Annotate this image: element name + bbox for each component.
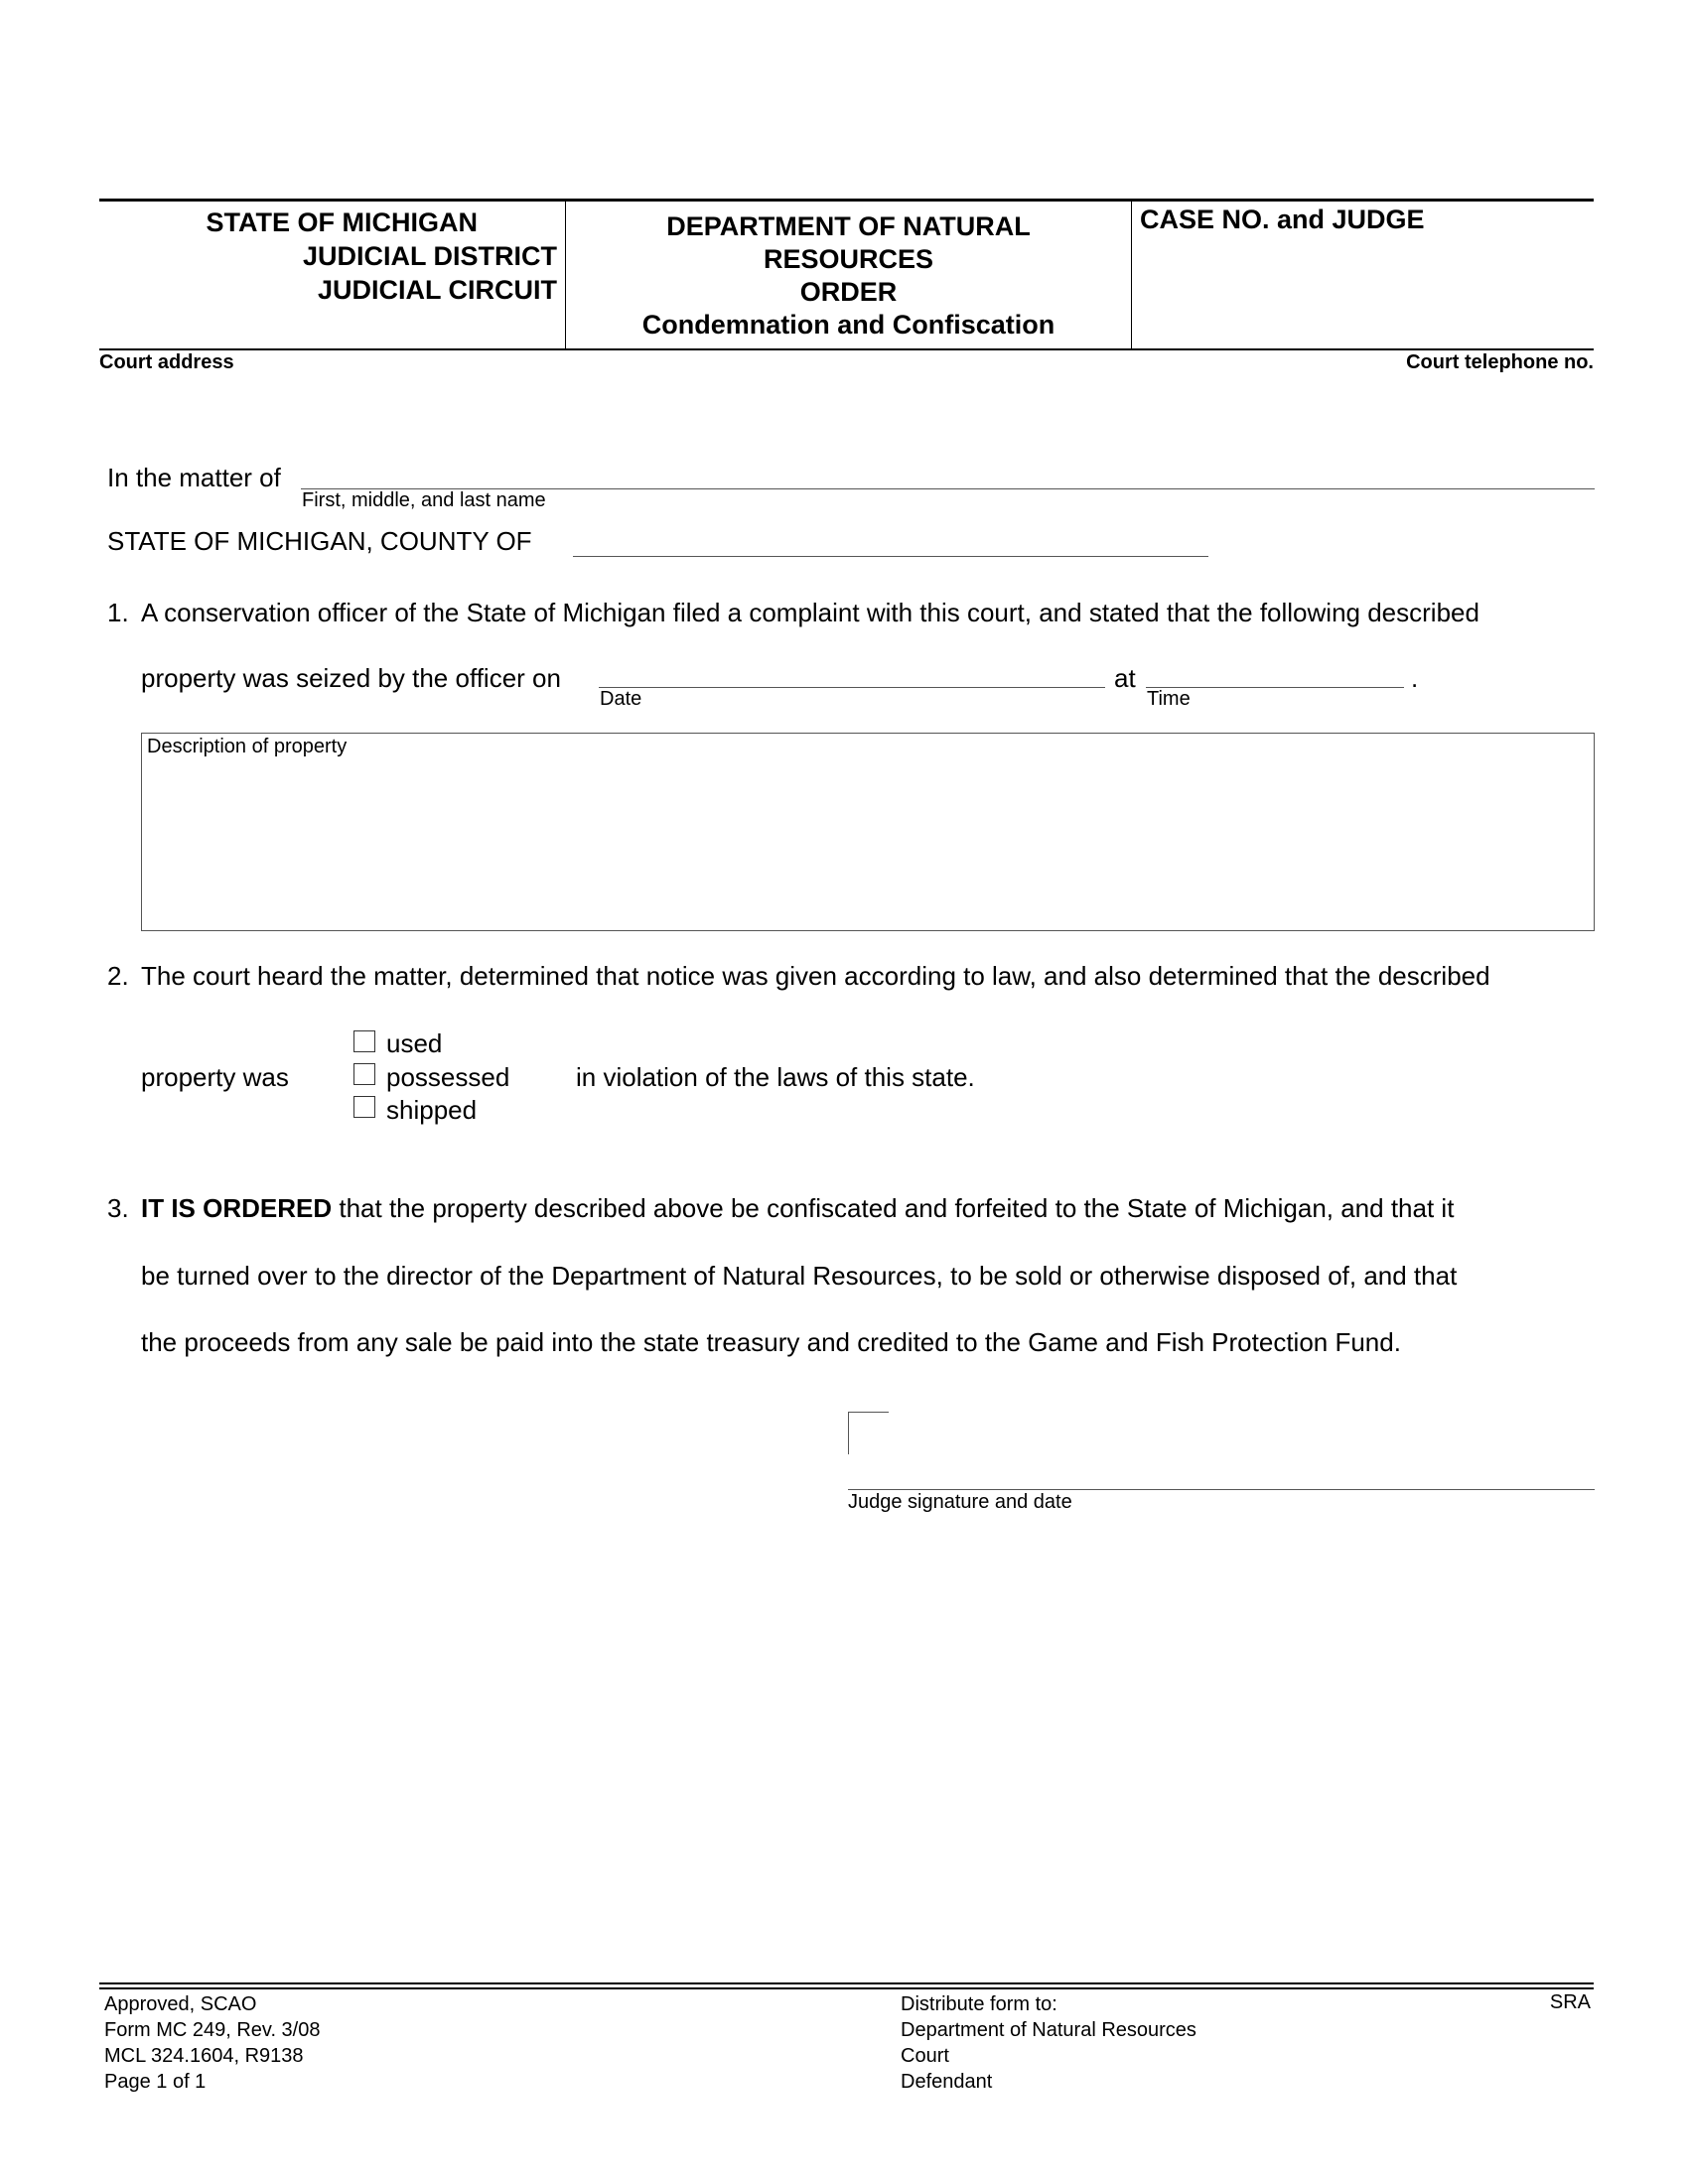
item3-text-line2: be turned over to the director of the Department of Natural Resources, to be sold or otherwise disposed of, and that <box>141 1261 1458 1291</box>
judge-signature-field[interactable] <box>848 1489 1595 1490</box>
state-name: STATE OF MICHIGAN <box>206 207 478 237</box>
distribute-dnr: Department of Natural Resources <box>901 2019 1196 2041</box>
footer-page: Page 1 of 1 <box>104 2071 207 2093</box>
item1-text-line1: A conservation officer of the State of Michigan filed a complaint with this court, and stated that the following described <box>141 598 1479 627</box>
footer-form-number: Form MC 249, Rev. 3/08 <box>104 2019 321 2041</box>
possessed-option-label: possessed <box>386 1062 510 1092</box>
footer-distribution <box>901 1991 1196 2095</box>
used-option-label: used <box>386 1028 443 1058</box>
county-field[interactable] <box>573 556 1208 557</box>
item2-text-line1: The court heard the matter, determined that notice was given according to law, and also determined that the described <box>141 961 1490 991</box>
it-is-ordered: IT IS ORDERED <box>141 1193 333 1223</box>
footer-mcl: MCL 324.1604, R9138 <box>104 2045 304 2067</box>
court-address-label: Court address <box>99 351 234 373</box>
matter-name-sublabel: First, middle, and last name <box>302 489 546 511</box>
item3-text-line1 <box>141 1193 1454 1224</box>
seized-date-field[interactable] <box>599 687 1105 688</box>
footer-approved: Approved, SCAO <box>104 1993 257 2015</box>
county-label: STATE OF MICHIGAN, COUNTY OF <box>107 526 532 556</box>
dept-name-line1: DEPARTMENT OF NATURAL <box>666 211 1031 241</box>
possessed-checkbox[interactable] <box>353 1063 375 1085</box>
judicial-circuit: JUDICIAL CIRCUIT <box>317 275 557 305</box>
judge-signature-label: Judge signature and date <box>848 1491 1072 1513</box>
footer-code: SRA <box>1549 1991 1591 2013</box>
property-was-label: property was <box>141 1062 289 1092</box>
item3-text-line3: the proceeds from any sale be paid into the state treasury and credited to the Game and Fish Protection Fund. <box>141 1327 1401 1357</box>
item3-number: 3. <box>107 1193 129 1223</box>
distribute-defendant: Defendant <box>901 2071 993 2093</box>
court-name-cell <box>99 202 566 348</box>
property-description-box[interactable] <box>141 733 1595 931</box>
property-description-label: Description of property <box>147 736 348 757</box>
shipped-checkbox[interactable] <box>353 1096 375 1118</box>
distribute-court: Court <box>901 2045 949 2067</box>
header-bottom-rule <box>99 348 1594 350</box>
date-sublabel: Date <box>600 688 642 710</box>
form-subtitle: Condemnation and Confiscation <box>641 310 1055 340</box>
shipped-option-label: shipped <box>386 1095 478 1125</box>
item2-number: 2. <box>107 961 129 991</box>
case-no-label: CASE NO. and JUDGE <box>1140 205 1425 234</box>
form-title-cell <box>566 202 1132 348</box>
violation-text: in violation of the laws of this state. <box>576 1062 975 1092</box>
judicial-district: JUDICIAL DISTRICT <box>302 241 557 271</box>
distribute-heading: Distribute form to: <box>901 1993 1057 2015</box>
form-type: ORDER <box>799 277 898 307</box>
signature-corner-mark <box>848 1412 889 1454</box>
footer-form-info <box>104 1991 320 2095</box>
item3-line1-rest: that the property described above be confiscated and forfeited to the State of Michigan, and that it <box>332 1193 1455 1223</box>
item1-text-line2: property was seized by the officer on <box>141 663 561 693</box>
item1-number: 1. <box>107 598 129 627</box>
at-label: at <box>1114 663 1136 693</box>
court-phone-label: Court telephone no. <box>1406 351 1594 373</box>
item1-period: . <box>1411 663 1419 693</box>
footer-rule-top <box>99 1982 1594 1984</box>
case-no-cell[interactable] <box>1132 202 1594 348</box>
matter-label: In the matter of <box>107 463 281 492</box>
dept-name-line2: RESOURCES <box>763 244 934 274</box>
time-sublabel: Time <box>1147 688 1191 710</box>
footer-rule-bottom <box>99 1987 1594 1989</box>
used-checkbox[interactable] <box>353 1030 375 1052</box>
